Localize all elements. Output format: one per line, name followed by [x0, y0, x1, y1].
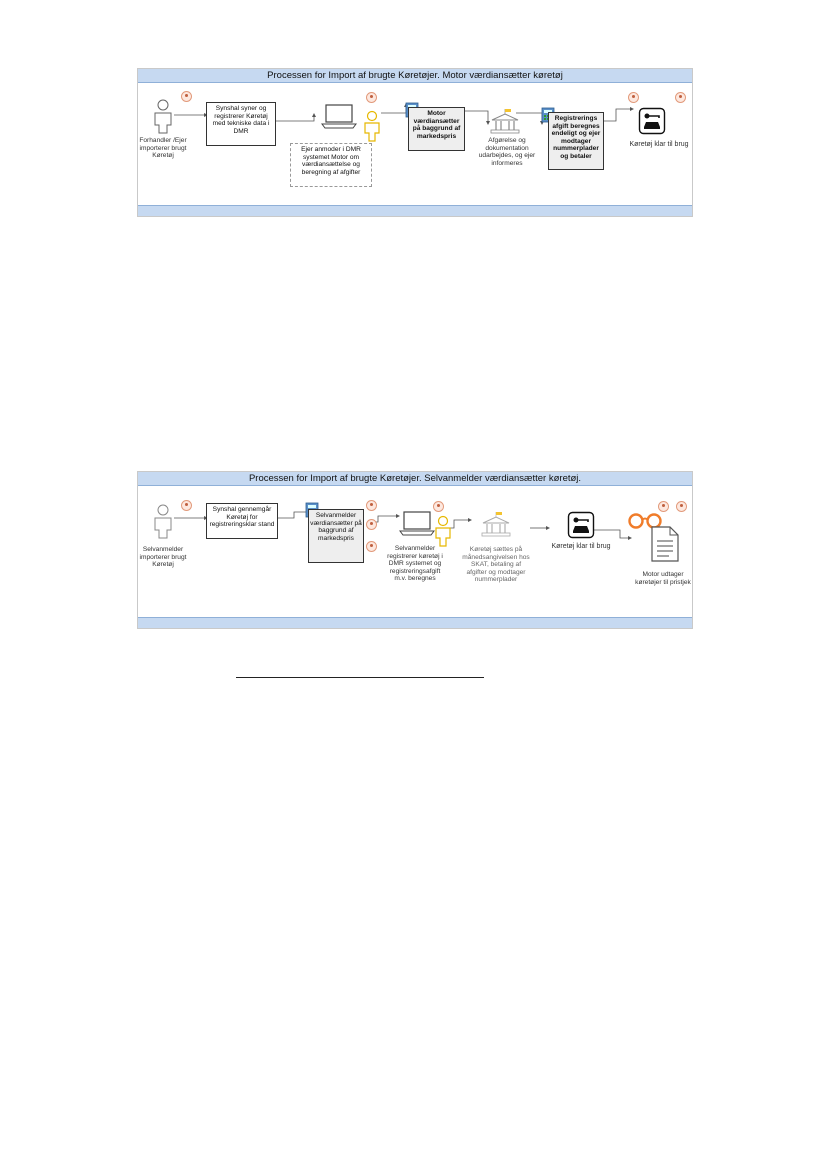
laptop-icon — [400, 510, 434, 536]
diagram-footer — [138, 617, 692, 628]
clock-badge-icon — [658, 501, 669, 512]
document-icon — [651, 526, 679, 562]
step-synshal-box: Synshal syner og registrerer Køretøj med tekniske data i DMR — [206, 102, 276, 146]
clock-badge-icon — [433, 501, 444, 512]
person-yellow-icon — [434, 516, 452, 546]
step-price-check-label: Motor udtager køretøjer til pristjek — [635, 571, 691, 586]
step-car-ready-label: Køretøj klar til brug — [551, 543, 611, 550]
step-synshal-box: Synshal gennemgår Køretøj for registreringsklar stand — [206, 503, 278, 539]
clock-badge-icon — [181, 500, 192, 511]
step-car-ready-label: Køretøj klar til brug — [629, 141, 689, 148]
step-monthly-return-label: Køretøj sættes på månedsangivelsen hos SKAT, betaling af afgifter og modtager nummerplader — [462, 546, 530, 584]
clock-badge-icon — [675, 92, 686, 103]
step-owner-request-box: Ejer anmoder i DMR systemet Motor om værdiansættelse og beregning af afgifter — [290, 143, 372, 187]
clock-badge-icon — [628, 92, 639, 103]
clock-badge-icon — [366, 500, 377, 511]
clock-badge-icon — [366, 541, 377, 552]
laptop-icon — [322, 103, 356, 129]
actor-label: Forhandler /Ejer importerer brugt Køretøj — [139, 137, 187, 160]
government-building-icon — [481, 510, 511, 538]
clock-badge-icon — [676, 501, 687, 512]
person-icon — [152, 99, 174, 133]
clock-badge-icon — [366, 519, 377, 530]
diagram-title: Processen for Import af brugte Køretøjer. Selvanmelder værdiansætter køretøj. — [138, 472, 692, 486]
government-building-icon — [490, 107, 520, 135]
step-motor-valuation-box: Motor værdiansætter på baggrund af markedspris — [408, 107, 465, 151]
car-key-icon — [568, 512, 594, 538]
diagram-title: Processen for Import af brugte Køretøjer. Motor værdiansætter køretøj — [138, 69, 692, 83]
car-key-icon — [639, 108, 665, 134]
step-self-register-label: Selvanmelder registrerer køretøj i DMR systemet og registreringsafgift m.v. beregnes — [387, 545, 443, 583]
step-decision-label: Afgørelse og dokumentation udarbejdes, og ejer informeres — [478, 137, 536, 167]
person-icon — [152, 504, 174, 538]
step-self-valuation-box: Selvanmelder værdiansætter på baggrund af markedspris — [308, 509, 364, 563]
step-registration-fee-box: Registrerings afgift beregnes endeligt og ejer modtager nummerplader og betaler — [548, 112, 604, 170]
diagram-footer — [138, 205, 692, 216]
actor-label: Selvanmelder importerer brugt Køretøj — [139, 546, 187, 569]
clock-badge-icon — [181, 91, 192, 102]
person-yellow-icon — [363, 111, 381, 141]
clock-badge-icon — [366, 92, 377, 103]
process-diagram-selvanmelder — [137, 471, 693, 629]
process-diagram-motor — [137, 68, 693, 217]
footnote-separator-line — [236, 677, 484, 678]
